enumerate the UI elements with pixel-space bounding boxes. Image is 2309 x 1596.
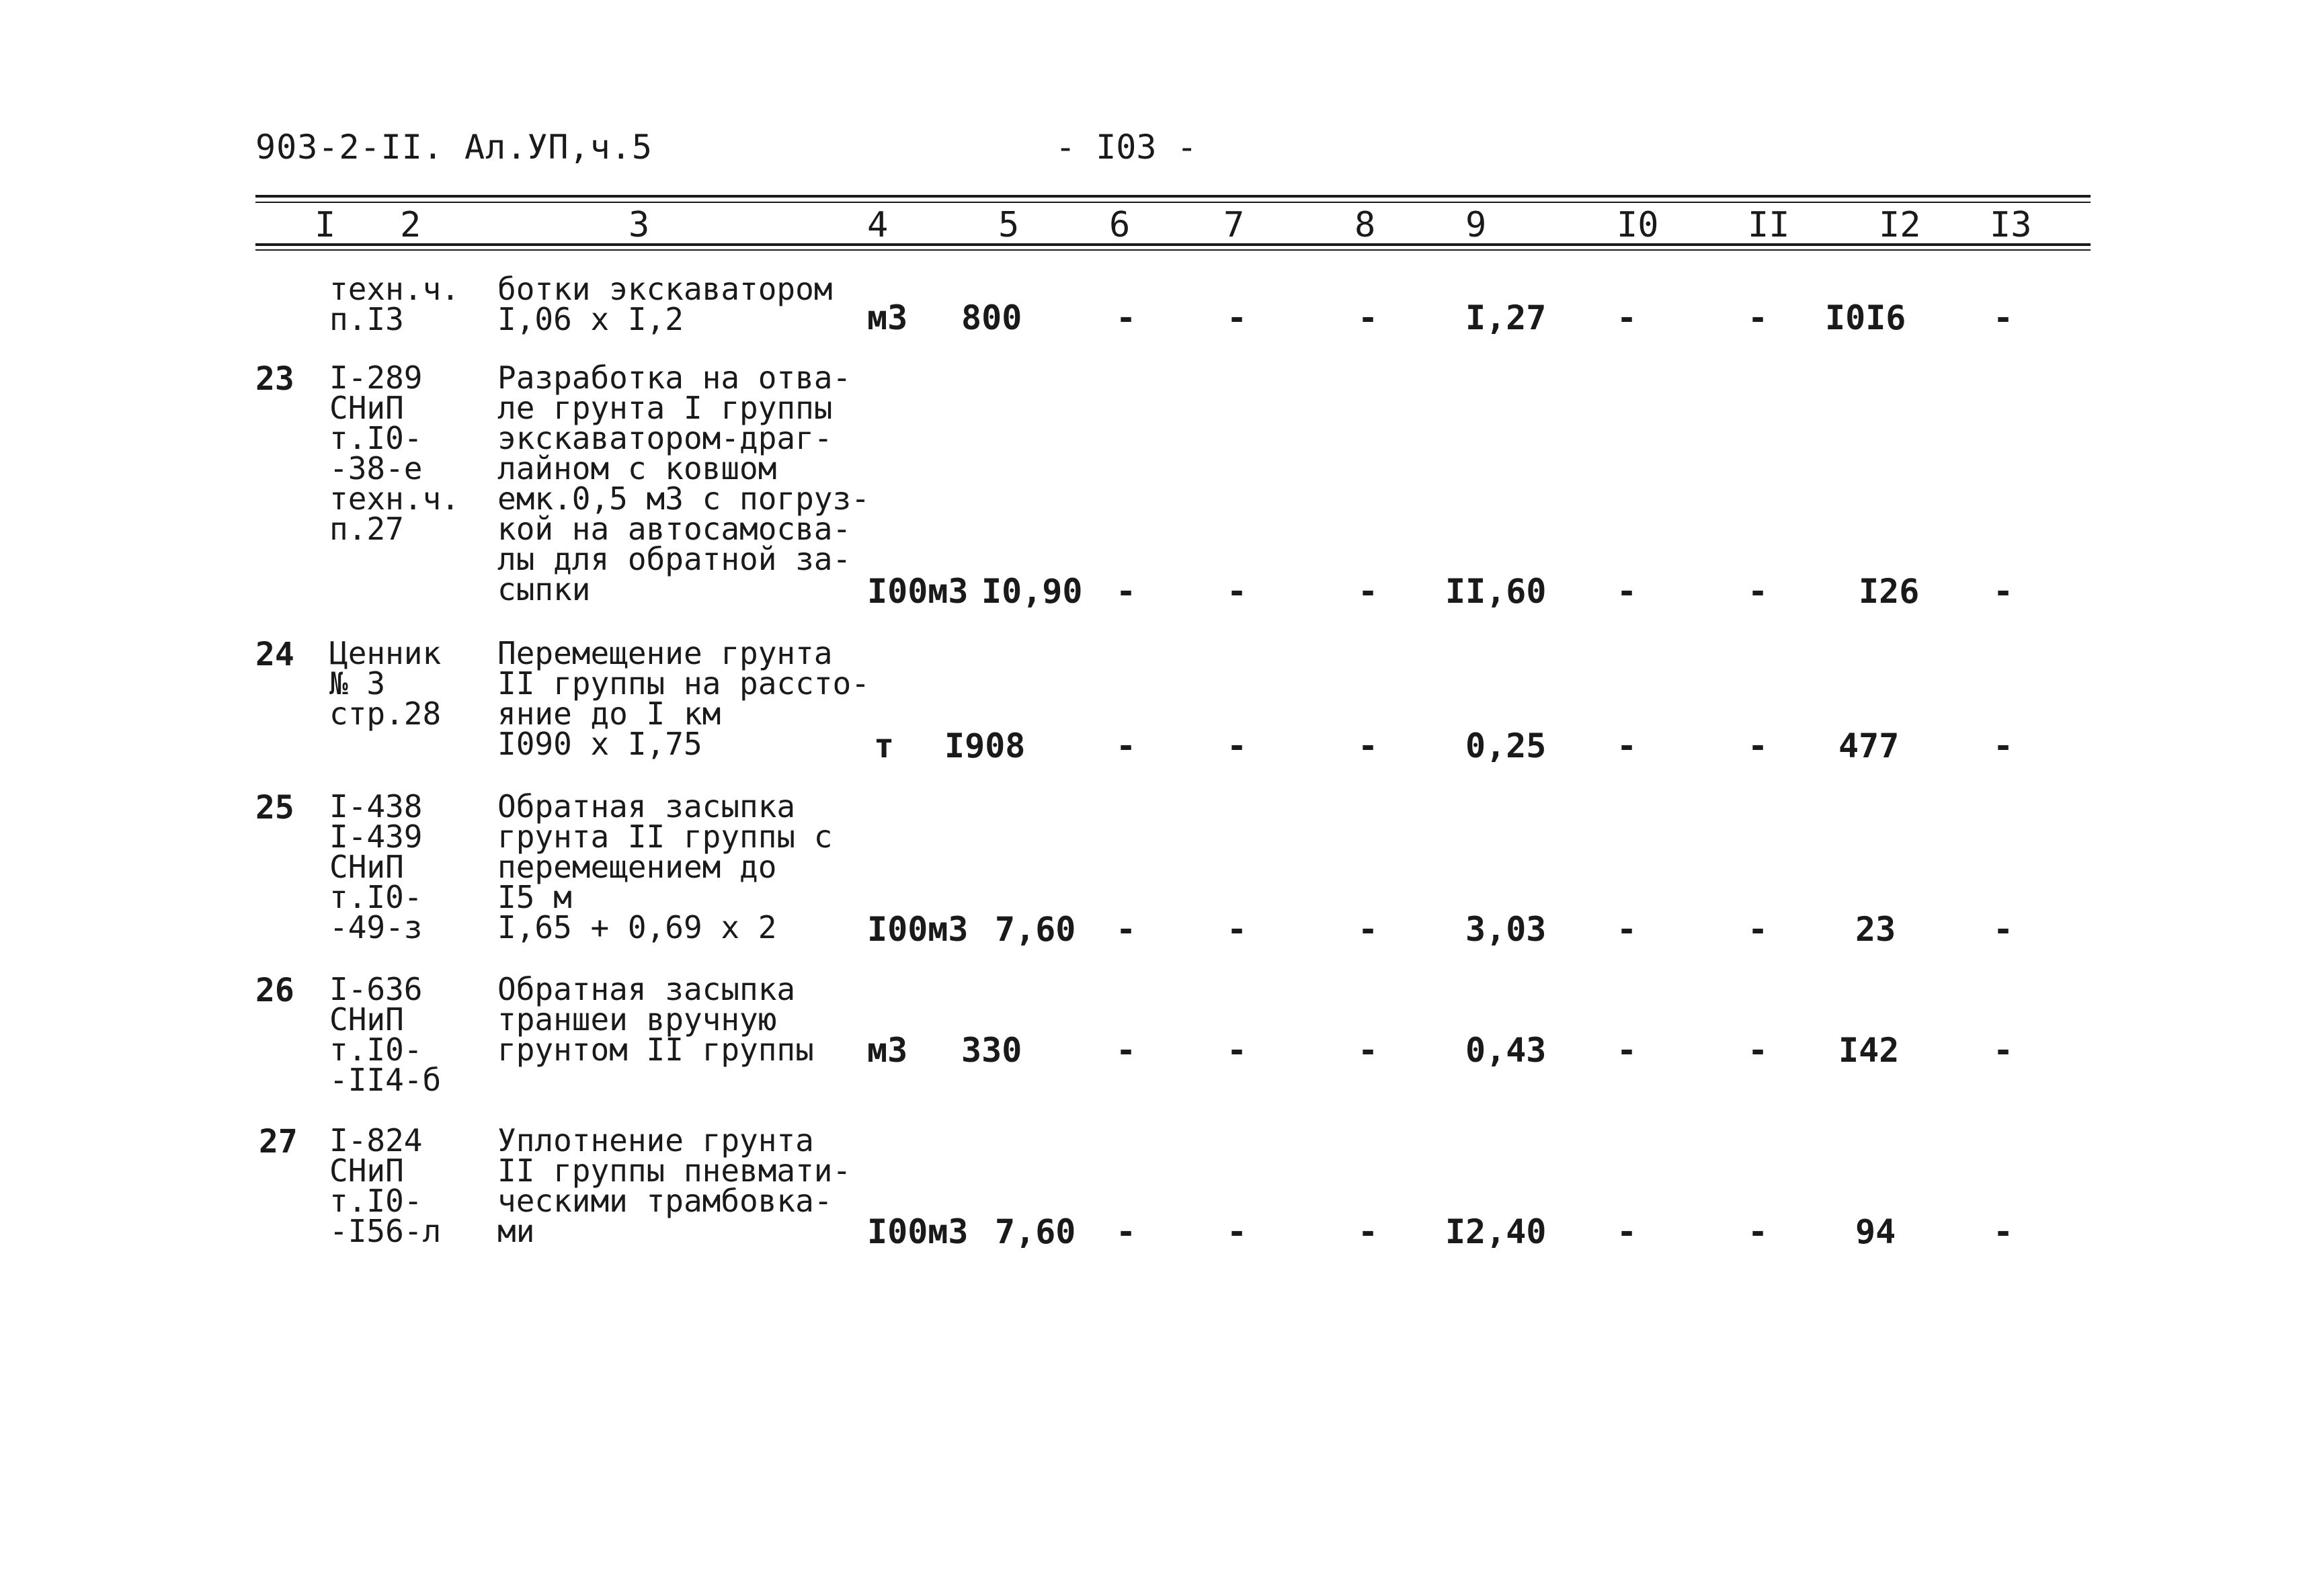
- row-col10: -: [1617, 726, 1637, 765]
- row-col9: 3,03: [1465, 910, 1547, 949]
- row-col6: -: [1116, 572, 1137, 611]
- row-col7: -: [1227, 910, 1248, 949]
- row-col13: -: [1993, 726, 2014, 765]
- row-reference: техн.ч. п.I3: [329, 271, 460, 337]
- page-number: - I03 -: [1055, 128, 1197, 167]
- row-col11: -: [1748, 726, 1769, 765]
- row-col8: -: [1358, 572, 1379, 611]
- row-col7: -: [1227, 572, 1248, 611]
- row-col11: -: [1748, 572, 1769, 611]
- row-col6: -: [1116, 726, 1137, 765]
- row-number: 25: [255, 789, 294, 827]
- row-col9: I2,40: [1445, 1212, 1547, 1251]
- row-col10: -: [1617, 1212, 1637, 1251]
- column-number-8: 8: [1354, 205, 1376, 245]
- column-number-2: 2: [400, 205, 421, 245]
- row-unit: м3: [867, 298, 908, 337]
- row-unit: т: [874, 726, 895, 765]
- row-col13: -: [1993, 1212, 2014, 1251]
- row-reference: I-289 СНиП т.I0- -38-е техн.ч. п.27: [329, 360, 460, 547]
- row-col9: 0,43: [1465, 1031, 1547, 1070]
- column-number-4: 4: [867, 205, 889, 245]
- column-number-11: II: [1748, 205, 1790, 245]
- column-number-1: I: [315, 205, 336, 245]
- row-col13: -: [1993, 572, 2014, 611]
- header-bottom-rule: [255, 243, 2091, 246]
- row-reference: Ценник № 3 стр.28: [329, 635, 442, 732]
- row-quantity: 330: [961, 1031, 1022, 1070]
- row-col13: -: [1993, 1031, 2014, 1070]
- row-col12: 94: [1855, 1212, 1896, 1251]
- row-col7: -: [1227, 1031, 1248, 1070]
- row-description: Перемещение грунта II группы на рассто- яние до I км I090 x I,75: [497, 635, 870, 762]
- column-number-3: 3: [629, 205, 650, 245]
- row-number: 23: [255, 360, 294, 398]
- row-col6: -: [1116, 298, 1137, 337]
- row-col12: 23: [1855, 910, 1896, 949]
- row-unit: м3: [867, 1031, 908, 1070]
- row-col9: I,27: [1465, 298, 1547, 337]
- row-col12: I0I6: [1825, 298, 1906, 337]
- row-col7: -: [1227, 1212, 1248, 1251]
- row-reference: I-636 СНиП т.I0- -II4-б: [329, 971, 442, 1098]
- row-quantity: I908: [944, 726, 1026, 765]
- column-number-9: 9: [1465, 205, 1487, 245]
- row-col10: -: [1617, 572, 1637, 611]
- row-col8: -: [1358, 1031, 1379, 1070]
- row-col8: -: [1358, 910, 1379, 949]
- row-number: 24: [255, 636, 294, 673]
- row-col11: -: [1748, 298, 1769, 337]
- row-col13: -: [1993, 298, 2014, 337]
- row-col11: -: [1748, 1212, 1769, 1251]
- row-unit: I00м3: [867, 572, 969, 611]
- row-col12: I42: [1838, 1031, 1900, 1070]
- row-unit: I00м3: [867, 1212, 969, 1251]
- row-col8: -: [1358, 1212, 1379, 1251]
- row-col6: -: [1116, 1212, 1137, 1251]
- column-number-7: 7: [1223, 205, 1245, 245]
- row-description: Обратная засыпка грунта II группы с перемещением до I5 м I,65 + 0,69 x 2: [497, 788, 833, 946]
- row-col9: 0,25: [1465, 726, 1547, 765]
- row-col6: -: [1116, 1031, 1137, 1070]
- row-col10: -: [1617, 1031, 1637, 1070]
- column-number-13: I3: [1990, 205, 2032, 245]
- row-col8: -: [1358, 298, 1379, 337]
- row-description: Обратная засыпка траншеи вручную грунтом II группы: [497, 971, 814, 1068]
- row-number: 26: [255, 972, 294, 1009]
- row-col7: -: [1227, 726, 1248, 765]
- row-quantity: 7,60: [995, 910, 1076, 949]
- header-bottom-rule-secondary: [255, 249, 2091, 251]
- row-col10: -: [1617, 910, 1637, 949]
- row-quantity: 7,60: [995, 1212, 1076, 1251]
- table-top-rule: [255, 195, 2091, 198]
- row-description: Уплотнение грунта II группы пневмати- ческими трамбовка- ми: [497, 1122, 852, 1249]
- row-reference: I-824 СНиП т.I0- -I56-л: [329, 1122, 442, 1249]
- row-col7: -: [1227, 298, 1248, 337]
- row-unit: I00м3: [867, 910, 969, 949]
- row-description: ботки экскаватором I,06 x I,2: [497, 271, 833, 337]
- row-reference: I-438 I-439 СНиП т.I0- -49-з: [329, 788, 423, 946]
- row-description: Разработка на отва- ле грунта I группы экскаватором-драг- лайном с ковшом емк.0,5 м3 с погруз- кой на автосамосва- лы для обратной за- сыпки: [497, 360, 870, 607]
- document-code: 903-2-II. Ал.УП,ч.5: [255, 128, 653, 167]
- row-col11: -: [1748, 910, 1769, 949]
- row-col12: 477: [1838, 726, 1900, 765]
- row-quantity: I0,90: [981, 572, 1083, 611]
- column-number-6: 6: [1109, 205, 1131, 245]
- column-number-5: 5: [998, 205, 1020, 245]
- row-col8: -: [1358, 726, 1379, 765]
- row-number: 27: [259, 1123, 298, 1161]
- row-col13: -: [1993, 910, 2014, 949]
- row-col10: -: [1617, 298, 1637, 337]
- row-col11: -: [1748, 1031, 1769, 1070]
- row-col9: II,60: [1445, 572, 1547, 611]
- table-top-rule-secondary: [255, 202, 2091, 203]
- row-quantity: 800: [961, 298, 1022, 337]
- row-col6: -: [1116, 910, 1137, 949]
- row-col12: I26: [1859, 572, 1920, 611]
- column-number-12: I2: [1879, 205, 1921, 245]
- column-number-10: I0: [1617, 205, 1659, 245]
